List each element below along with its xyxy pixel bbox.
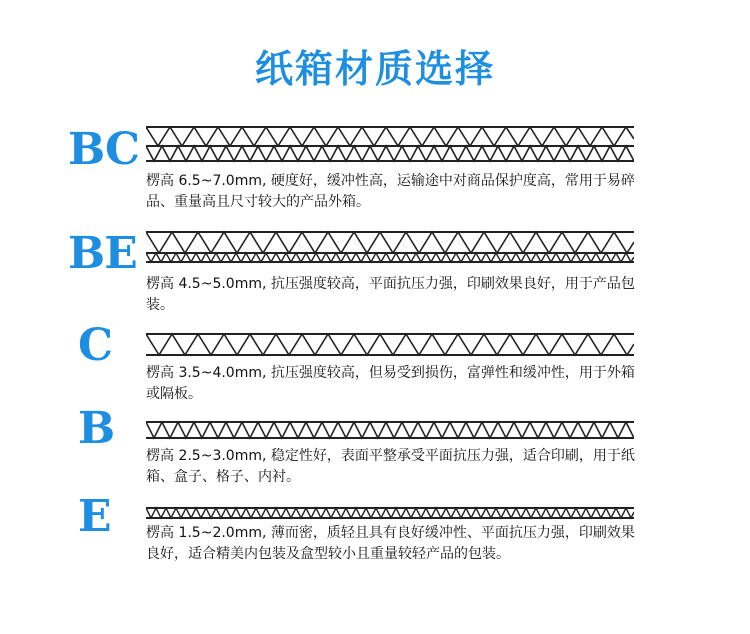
board-description-be: 楞高 4.5~5.0mm, 抗压强度较高，平面抗压力强，印刷效果良好，用于产品包装。: [146, 276, 635, 313]
flute-wave-large: [146, 127, 634, 146]
flute-diagram-c: [146, 331, 634, 359]
flute-wave-small: [146, 422, 634, 438]
board-code-e: E: [78, 491, 111, 542]
board-description-e: 楞高 1.5~2.0mm, 薄而密，质轻且具有良好缓冲性、平面抗压力强，印刷效果良好，适合精美内包装及盒型较小且重量较轻产品的包装。: [146, 525, 635, 562]
page-title: 纸箱材质选择: [254, 47, 495, 91]
flute-diagram-be: [146, 229, 634, 265]
flute-wave-large: [146, 334, 634, 355]
flute-wave-small: [146, 146, 634, 161]
flute-wave-large: [146, 232, 634, 253]
flute-diagram-b: [146, 419, 634, 441]
board-code-b: B: [78, 403, 115, 454]
board-description-bc: 楞高 6.5~7.0mm, 硬度好，缓冲性高，运输途中对商品保护度高，常用于易碎品、重量高且尺寸较大的产品外箱。: [146, 173, 635, 210]
board-code-bc: BC: [68, 124, 140, 175]
board-code-c: C: [78, 320, 113, 371]
board-description-c: 楞高 3.5~4.0mm, 抗压强度较高，但易受到损伤，富弹性和缓冲性，用于外箱或隔板。: [146, 365, 635, 402]
flute-diagram-e: [146, 505, 634, 521]
flute-wave-tiny: [146, 253, 634, 262]
board-description-b: 楞高 2.5~3.0mm, 稳定性好，表面平整承受平面抗压力强，适合印刷，用于纸箱、盒子、格子、内衬。: [146, 448, 635, 485]
flute-wave-tiny: [146, 508, 634, 518]
flute-diagram-bc: [146, 124, 634, 164]
board-code-be: BE: [68, 228, 137, 279]
